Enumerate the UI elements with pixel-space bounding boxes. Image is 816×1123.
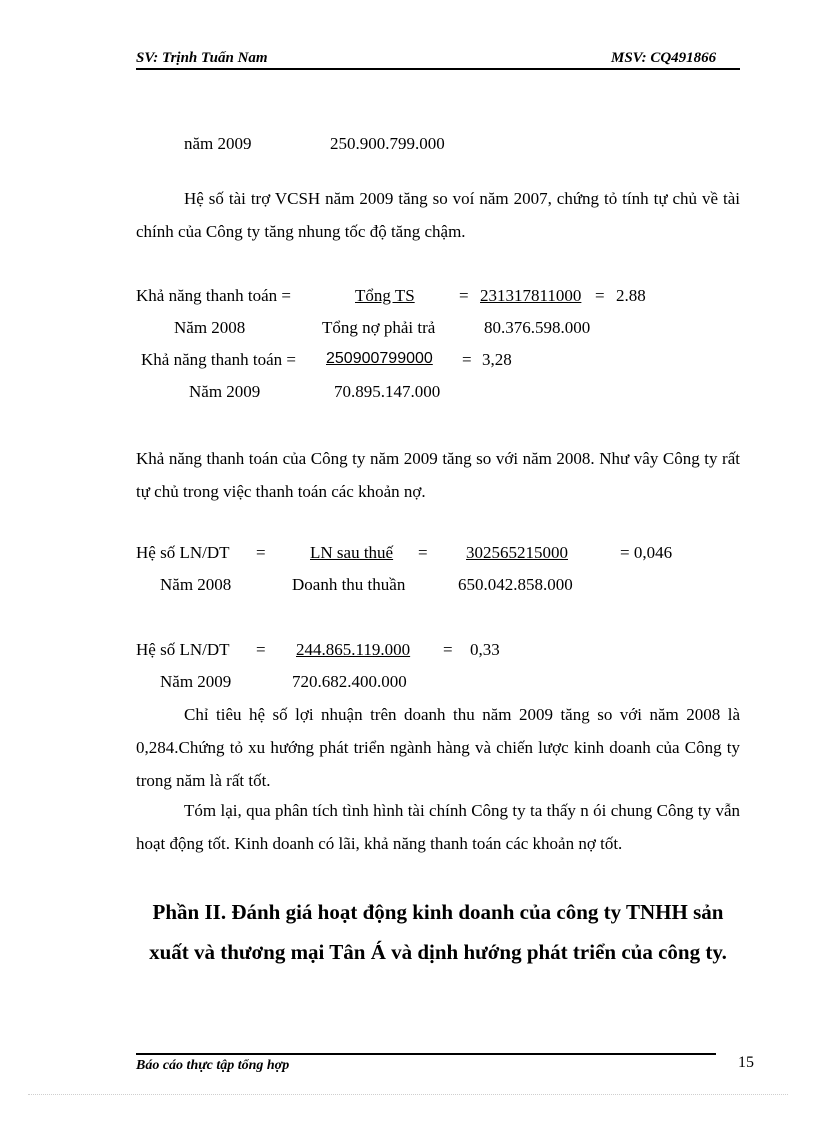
ratio-2008-eq2: = xyxy=(418,543,428,562)
top-line-year: năm 2009 xyxy=(184,134,252,153)
liquidity-2008-numerator-value: 231317811000 xyxy=(480,286,582,305)
paragraph-vcsh: Hệ số tài trợ VCSH năm 2009 tăng so voí năm 2007, chứng tỏ tính tự chủ về tài chính của Công ty tăng nhung tốc độ tăng chậm. xyxy=(136,189,740,241)
liquidity-2009-year: Năm 2009 xyxy=(189,382,261,401)
header-rule xyxy=(136,68,740,70)
liquidity-2008-numerator-label: Tổng TS xyxy=(355,286,415,305)
liquidity-2008-year: Năm 2008 xyxy=(174,318,246,337)
ratio-2008-label: Hệ số LN/DT xyxy=(136,543,230,562)
paragraph-liquidity: Khả năng thanh toán của Công ty năm 2009 tăng so với năm 2008. Như vây Công ty rất tự chủ trong việc thanh toán các khoản nợ. xyxy=(136,449,740,501)
ratio-2008-numerator-value: 302565215000 xyxy=(466,543,568,562)
liquidity-2009-numerator-value: 250900799000 xyxy=(326,350,433,367)
header-student-name: SV: Trịnh Tuấn Nam xyxy=(136,50,268,66)
page-bottom-dotted-border xyxy=(28,1094,788,1095)
ratio-2009-numerator-value: 244.865.119.000 xyxy=(296,640,411,659)
page-number: 15 xyxy=(738,1054,754,1071)
ratio-2009-eq1: = xyxy=(256,640,266,659)
top-line-value: 250.900.799.000 xyxy=(330,134,445,153)
header-student-id: MSV: CQ491866 xyxy=(611,50,717,66)
ratio-2009-denominator-value: 720.682.400.000 xyxy=(292,672,407,691)
ratio-2009-eq2: = xyxy=(443,640,453,659)
footer-report-title: Báo cáo thực tập tổng hợp xyxy=(136,1058,290,1073)
ratio-2009-result: 0,33 xyxy=(470,640,500,659)
liquidity-2008-result: 2.88 xyxy=(616,286,646,305)
section-heading: Phần II. Đánh giá hoạt động kinh doanh của công ty TNHH sản xuất và thương mại Tân Á và dịnh hướng phát triển của công ty. xyxy=(149,900,727,964)
liquidity-2008-eq1: = xyxy=(459,286,469,305)
ratio-2008-denominator-label: Doanh thu thuần xyxy=(292,575,406,594)
liquidity-2009-eq: = xyxy=(462,350,472,369)
paragraph-summary: Tóm lại, qua phân tích tình hình tài chính Công ty ta thấy n ói chung Công ty vẫn hoạt động tốt. Kinh doanh có lãi, khả năng thanh toán các khoản nợ tốt. xyxy=(136,801,740,853)
liquidity-2009-result: 3,28 xyxy=(482,350,512,369)
liquidity-2008-denominator-label: Tổng nợ phải trả xyxy=(322,318,436,337)
footer-rule xyxy=(136,1053,716,1055)
ratio-2009-year: Năm 2009 xyxy=(160,672,232,691)
liquidity-2009-label: Khả năng thanh toán = xyxy=(141,350,296,369)
ratio-2008-numerator-label: LN sau thuế xyxy=(310,543,394,562)
ratio-2008-eq1: = xyxy=(256,543,266,562)
liquidity-2008-denominator-value: 80.376.598.000 xyxy=(484,318,591,337)
paragraph-profit: Chỉ tiêu hệ số lợi nhuận trên doanh thu năm 2009 tăng so với năm 2008 là 0,284.Chứng tỏ xu hướng phát triển ngành hàng và chiến lược kinh doanh của Công ty trong năm là rất tốt. xyxy=(136,705,740,790)
ratio-2008-year: Năm 2008 xyxy=(160,575,232,594)
ratio-2009-label: Hệ số LN/DT xyxy=(136,640,230,659)
liquidity-2009-denominator-value: 70.895.147.000 xyxy=(334,382,441,401)
ratio-2008-denominator-value: 650.042.858.000 xyxy=(458,575,573,594)
liquidity-2008-label: Khả năng thanh toán = xyxy=(136,286,291,305)
ratio-2008-result: = 0,046 xyxy=(620,543,673,562)
liquidity-2008-eq2: = xyxy=(595,286,605,305)
